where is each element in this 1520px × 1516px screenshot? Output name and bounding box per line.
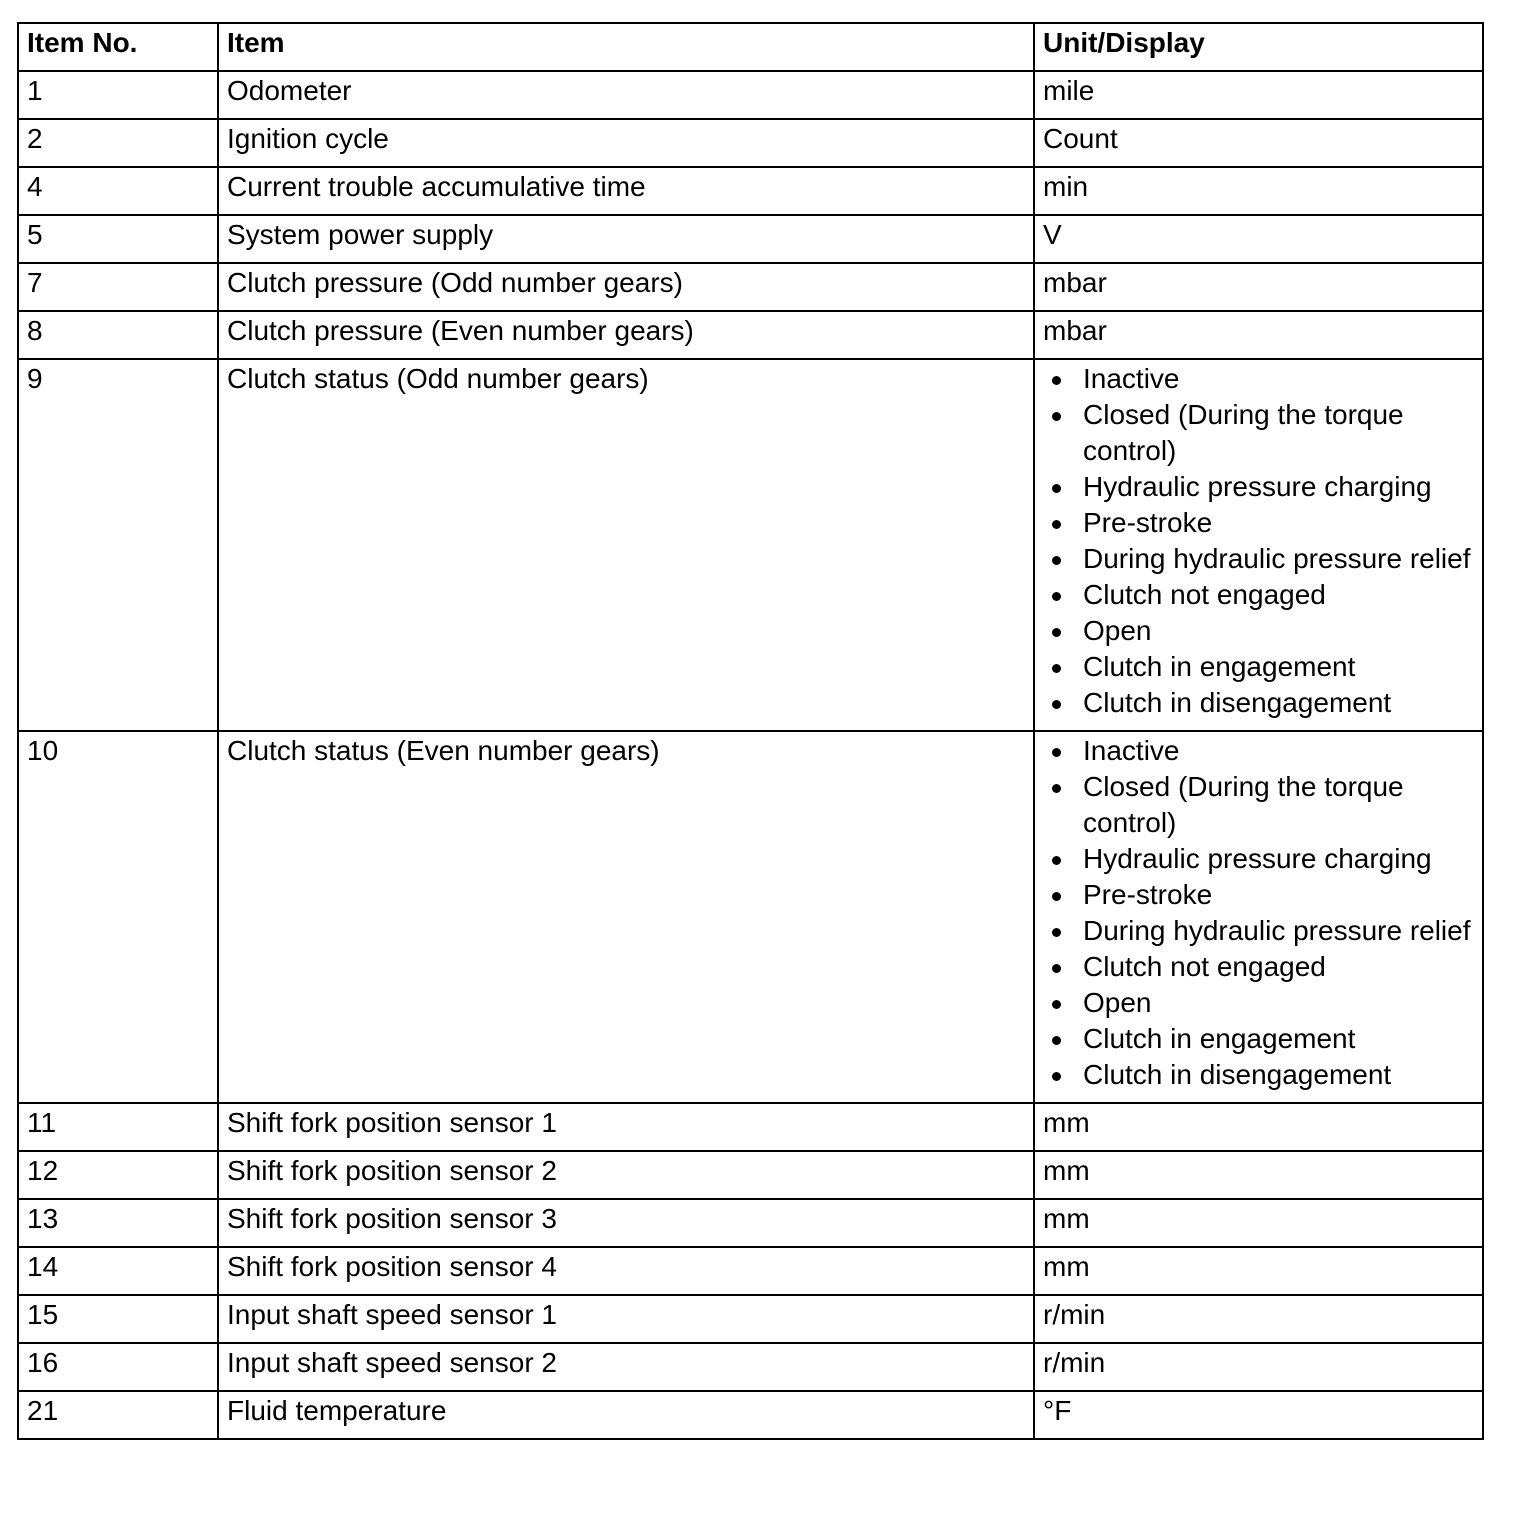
table-header-row: [18, 23, 1483, 71]
bullet-icon: [1052, 376, 1061, 385]
list-item: [1083, 685, 1474, 721]
option-label: Clutch in engagement: [1083, 651, 1356, 682]
list-item: [1083, 613, 1474, 649]
table-row: [18, 731, 1483, 1103]
bullet-icon: [1052, 628, 1061, 637]
item-number-cell: 9: [18, 359, 218, 731]
item-name-cell: Odometer: [218, 71, 1034, 119]
item-name-cell: Clutch status (Odd number gears): [218, 359, 1034, 731]
table-row: [18, 311, 1483, 359]
option-label: Pre-stroke: [1083, 507, 1213, 538]
display-options-list: [1043, 733, 1474, 1093]
header-item: Item: [218, 23, 1034, 71]
option-label: During hydraulic pressure relief: [1083, 543, 1471, 574]
item-name-cell: Shift fork position sensor 4: [218, 1247, 1034, 1295]
bullet-icon: [1052, 412, 1061, 421]
table-row: [18, 119, 1483, 167]
display-options-cell: [1034, 731, 1483, 1103]
item-number-cell: 14: [18, 1247, 218, 1295]
table-row: [18, 1391, 1483, 1439]
item-number-cell: 13: [18, 1199, 218, 1247]
list-item: [1083, 841, 1474, 877]
item-name-cell: Input shaft speed sensor 1: [218, 1295, 1034, 1343]
display-options-list: [1043, 361, 1474, 721]
option-label: Clutch in engagement: [1083, 1023, 1356, 1054]
table-row: [18, 1151, 1483, 1199]
unit-cell: r/min: [1034, 1295, 1483, 1343]
unit-cell: mm: [1034, 1103, 1483, 1151]
bullet-icon: [1052, 556, 1061, 565]
option-label: Clutch in disengagement: [1083, 687, 1392, 718]
option-label: Open: [1083, 615, 1152, 646]
bullet-icon: [1052, 1072, 1061, 1081]
unit-cell: °F: [1034, 1391, 1483, 1439]
bullet-icon: [1052, 964, 1061, 973]
unit-cell: mbar: [1034, 263, 1483, 311]
bullet-icon: [1052, 892, 1061, 901]
item-name-cell: Clutch status (Even number gears): [218, 731, 1034, 1103]
list-item: [1083, 985, 1474, 1021]
item-number-cell: 7: [18, 263, 218, 311]
option-label: During hydraulic pressure relief: [1083, 915, 1471, 946]
list-item: [1083, 913, 1474, 949]
item-name-cell: System power supply: [218, 215, 1034, 263]
table-row: [18, 263, 1483, 311]
item-name-cell: Clutch pressure (Even number gears): [218, 311, 1034, 359]
option-label: Inactive: [1083, 735, 1180, 766]
bullet-icon: [1052, 856, 1061, 865]
list-item: [1083, 577, 1474, 613]
bullet-icon: [1052, 1000, 1061, 1009]
option-label: Inactive: [1083, 363, 1180, 394]
option-label: Hydraulic pressure charging: [1083, 471, 1432, 502]
list-item: [1083, 877, 1474, 913]
table-row: [18, 1295, 1483, 1343]
bullet-icon: [1052, 784, 1061, 793]
bullet-icon: [1052, 748, 1061, 757]
item-name-cell: Clutch pressure (Odd number gears): [218, 263, 1034, 311]
table-row: [18, 359, 1483, 731]
bullet-icon: [1052, 1036, 1061, 1045]
table-row: [18, 1343, 1483, 1391]
header-unit-display: Unit/Display: [1034, 23, 1483, 71]
unit-cell: mm: [1034, 1151, 1483, 1199]
list-item: [1083, 949, 1474, 985]
table-row: [18, 71, 1483, 119]
display-options-cell: [1034, 359, 1483, 731]
item-name-cell: Shift fork position sensor 3: [218, 1199, 1034, 1247]
unit-cell: mbar: [1034, 311, 1483, 359]
item-name-cell: Fluid temperature: [218, 1391, 1034, 1439]
bullet-icon: [1052, 520, 1061, 529]
list-item: [1083, 769, 1474, 841]
unit-cell: V: [1034, 215, 1483, 263]
unit-cell: mm: [1034, 1199, 1483, 1247]
list-item: [1083, 1057, 1474, 1093]
unit-cell: Count: [1034, 119, 1483, 167]
list-item: [1083, 397, 1474, 469]
unit-cell: mile: [1034, 71, 1483, 119]
bullet-icon: [1052, 484, 1061, 493]
bullet-icon: [1052, 928, 1061, 937]
item-number-cell: 5: [18, 215, 218, 263]
list-item: [1083, 649, 1474, 685]
item-number-cell: 10: [18, 731, 218, 1103]
option-label: Hydraulic pressure charging: [1083, 843, 1432, 874]
table-row: [18, 167, 1483, 215]
item-name-cell: Input shaft speed sensor 2: [218, 1343, 1034, 1391]
bullet-icon: [1052, 592, 1061, 601]
option-label: Clutch in disengagement: [1083, 1059, 1392, 1090]
unit-cell: r/min: [1034, 1343, 1483, 1391]
table-row: [18, 1103, 1483, 1151]
unit-cell: min: [1034, 167, 1483, 215]
list-item: [1083, 541, 1474, 577]
item-number-cell: 21: [18, 1391, 218, 1439]
option-label: Pre-stroke: [1083, 879, 1213, 910]
header-item-no: Item No.: [18, 23, 218, 71]
item-number-cell: 16: [18, 1343, 218, 1391]
option-label: Open: [1083, 987, 1152, 1018]
table-body: [18, 71, 1483, 1439]
item-number-cell: 12: [18, 1151, 218, 1199]
option-label: Closed (During the torque control): [1083, 399, 1404, 466]
bullet-icon: [1052, 664, 1061, 673]
unit-cell: mm: [1034, 1247, 1483, 1295]
list-item: [1083, 1021, 1474, 1057]
option-label: Clutch not engaged: [1083, 951, 1326, 982]
list-item: [1083, 505, 1474, 541]
item-name-cell: Ignition cycle: [218, 119, 1034, 167]
list-item: [1083, 469, 1474, 505]
item-number-cell: 11: [18, 1103, 218, 1151]
list-item: [1083, 361, 1474, 397]
table-row: [18, 1247, 1483, 1295]
table-row: [18, 215, 1483, 263]
data-monitor-table: [17, 22, 1484, 1440]
item-number-cell: 2: [18, 119, 218, 167]
item-number-cell: 1: [18, 71, 218, 119]
item-number-cell: 8: [18, 311, 218, 359]
table-row: [18, 1199, 1483, 1247]
option-label: Closed (During the torque control): [1083, 771, 1404, 838]
item-name-cell: Current trouble accumulative time: [218, 167, 1034, 215]
item-name-cell: Shift fork position sensor 1: [218, 1103, 1034, 1151]
item-number-cell: 4: [18, 167, 218, 215]
option-label: Clutch not engaged: [1083, 579, 1326, 610]
list-item: [1083, 733, 1474, 769]
item-name-cell: Shift fork position sensor 2: [218, 1151, 1034, 1199]
bullet-icon: [1052, 700, 1061, 709]
item-number-cell: 15: [18, 1295, 218, 1343]
